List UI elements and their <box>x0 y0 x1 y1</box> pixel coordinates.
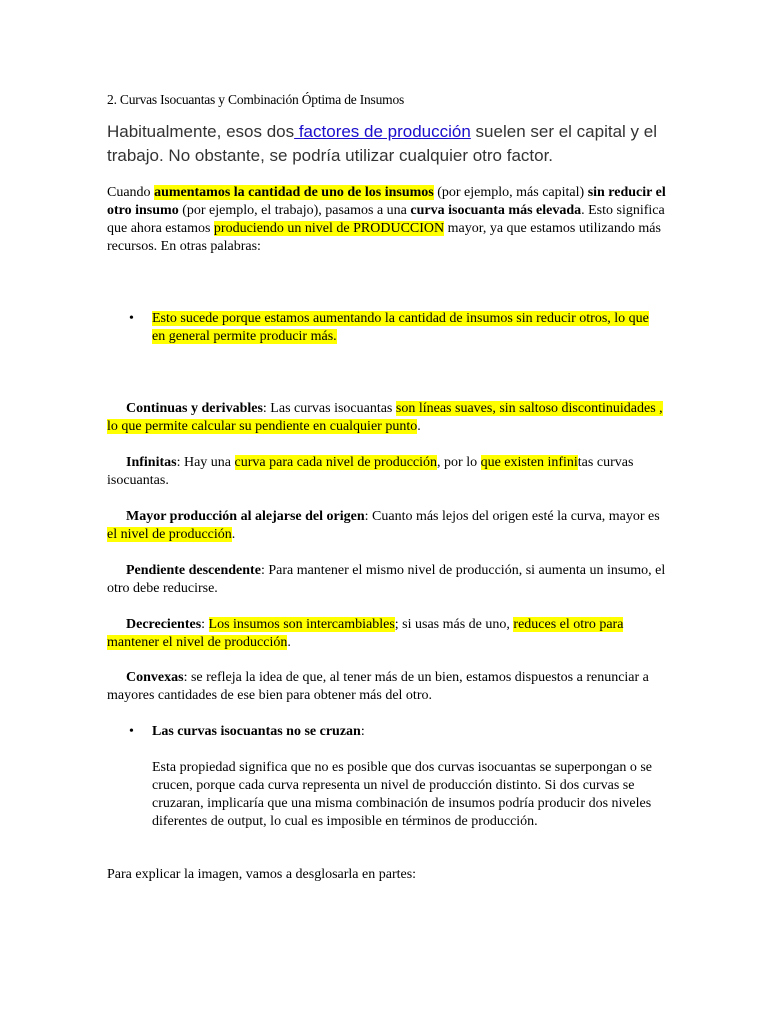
section-heading <box>107 91 404 109</box>
term-continuas: Continuas y derivables <box>126 401 263 416</box>
highlight-nivel-produccion: el nivel de producción <box>107 527 232 542</box>
bullet-text-sucede: Esto sucede porque estamos aumentando la cantidad de insumos sin reducir otros, lo que en general permite producir más. <box>152 311 649 344</box>
bold-sin-reducir: sin reducir el otro insumo <box>107 185 666 218</box>
highlight-existen-infini: que existen infini <box>480 455 578 470</box>
highlight-aumentamos: aumentamos la cantidad de uno de los insumos <box>154 185 434 200</box>
paragraph-aumento-insumos: Cuando aumentamos la cantidad de uno de los insumos (por ejemplo, más capital) sin reducir el otro insumo (por ejemplo, el trabajo), pasamos a una curva isocuanta más elevada. Esto significa que ahora estamos produciendo un nivel de PRODUCCION mayor, ya que estamos utilizando más recursos. En otras palabras: <box>107 185 666 254</box>
bullet-item-no-se-cruzan: • Las curvas isocuantas no se cruzan: <box>129 724 365 739</box>
property-mayor-produccion: Mayor producción al alejarse del origen: Cuanto más lejos del origen esté la curva, mayor es el nivel de producción. <box>107 509 660 542</box>
bold-curva-elevada: curva isocuanta más elevada <box>410 203 582 218</box>
factores-produccion-link[interactable]: factores de producción <box>294 122 471 141</box>
term-convexas: Convexas <box>126 670 184 685</box>
term-no-se-cruzan: Las curvas isocuantas no se cruzan <box>152 724 361 739</box>
highlight-produciendo: produciendo un nivel de PRODUCCION <box>213 221 445 236</box>
bullet-icon: • <box>129 311 134 326</box>
paragraph-no-se-cruzan: Esta propiedad significa que no es posible que dos curvas isocuantas se superpongan o se crucen, porque cada curva representa un nivel de producción distinto. Si dos curvas se cruzaran, implicaría que una misma combinación de insumos podría producir dos niveles diferentes de output, lo cual es imposible en términos de producción. <box>152 760 652 829</box>
property-pendiente: Pendiente descendente: Para mantener el mismo nivel de producción, si aumenta un insumo, el otro debe reducirse. <box>107 563 666 596</box>
highlight-reduces-otro: reduces el otro para mantener el nivel de producción <box>107 617 624 650</box>
term-infinitas: Infinitas <box>126 455 177 470</box>
property-convexas: Convexas: se refleja la idea de que, al tener más de un bien, estamos dispuestos a renunciar a mayores cantidades de ese bien para obtener más del otro. <box>107 670 649 703</box>
highlight-intercambiables: Los insumos son intercambiables <box>208 617 395 632</box>
highlight-curva-cada-nivel: curva para cada nivel de producción <box>234 455 438 470</box>
term-pendiente: Pendiente descendente <box>126 563 261 578</box>
bullet-item-sucede <box>129 310 665 346</box>
property-infinitas: Infinitas: Hay una curva para cada nivel de producción, por lo que existen infinitas curvas isocuantas. <box>107 455 634 488</box>
section-number: 2 <box>107 92 114 107</box>
property-continuas: Continuas y derivables: Las curvas isocuantas son líneas suaves, sin saltoso discontinuidades , lo que permite calcular su pendiente en cualquier punto. <box>107 401 663 434</box>
closing-paragraph: Para explicar la imagen, vamos a desglosarla en partes: <box>107 867 417 882</box>
term-mayor-produccion: Mayor producción al alejarse del origen <box>126 509 365 524</box>
highlight-lineas-suaves: son líneas suaves, sin saltoso discontinuidades , lo que permite calcular su pendiente en cualquier punto <box>107 401 663 434</box>
intro-paragraph <box>107 120 667 168</box>
section-title: . Curvas Isocuantas y Combinación Óptima de Insumos <box>113 92 405 107</box>
term-decrecientes: Decrecientes <box>126 617 202 632</box>
intro-text-before: Habitualmente, esos dos <box>107 122 295 141</box>
property-decrecientes: Decrecientes: Los insumos son intercambiables; si usas más de uno, reduces el otro para mantener el nivel de producción. <box>107 617 624 650</box>
intro-text-after: suelen ser el capital y el trabajo. No obstante, se podría utilizar cualquier otro factor. <box>107 122 657 165</box>
bullet-icon: • <box>129 724 134 739</box>
